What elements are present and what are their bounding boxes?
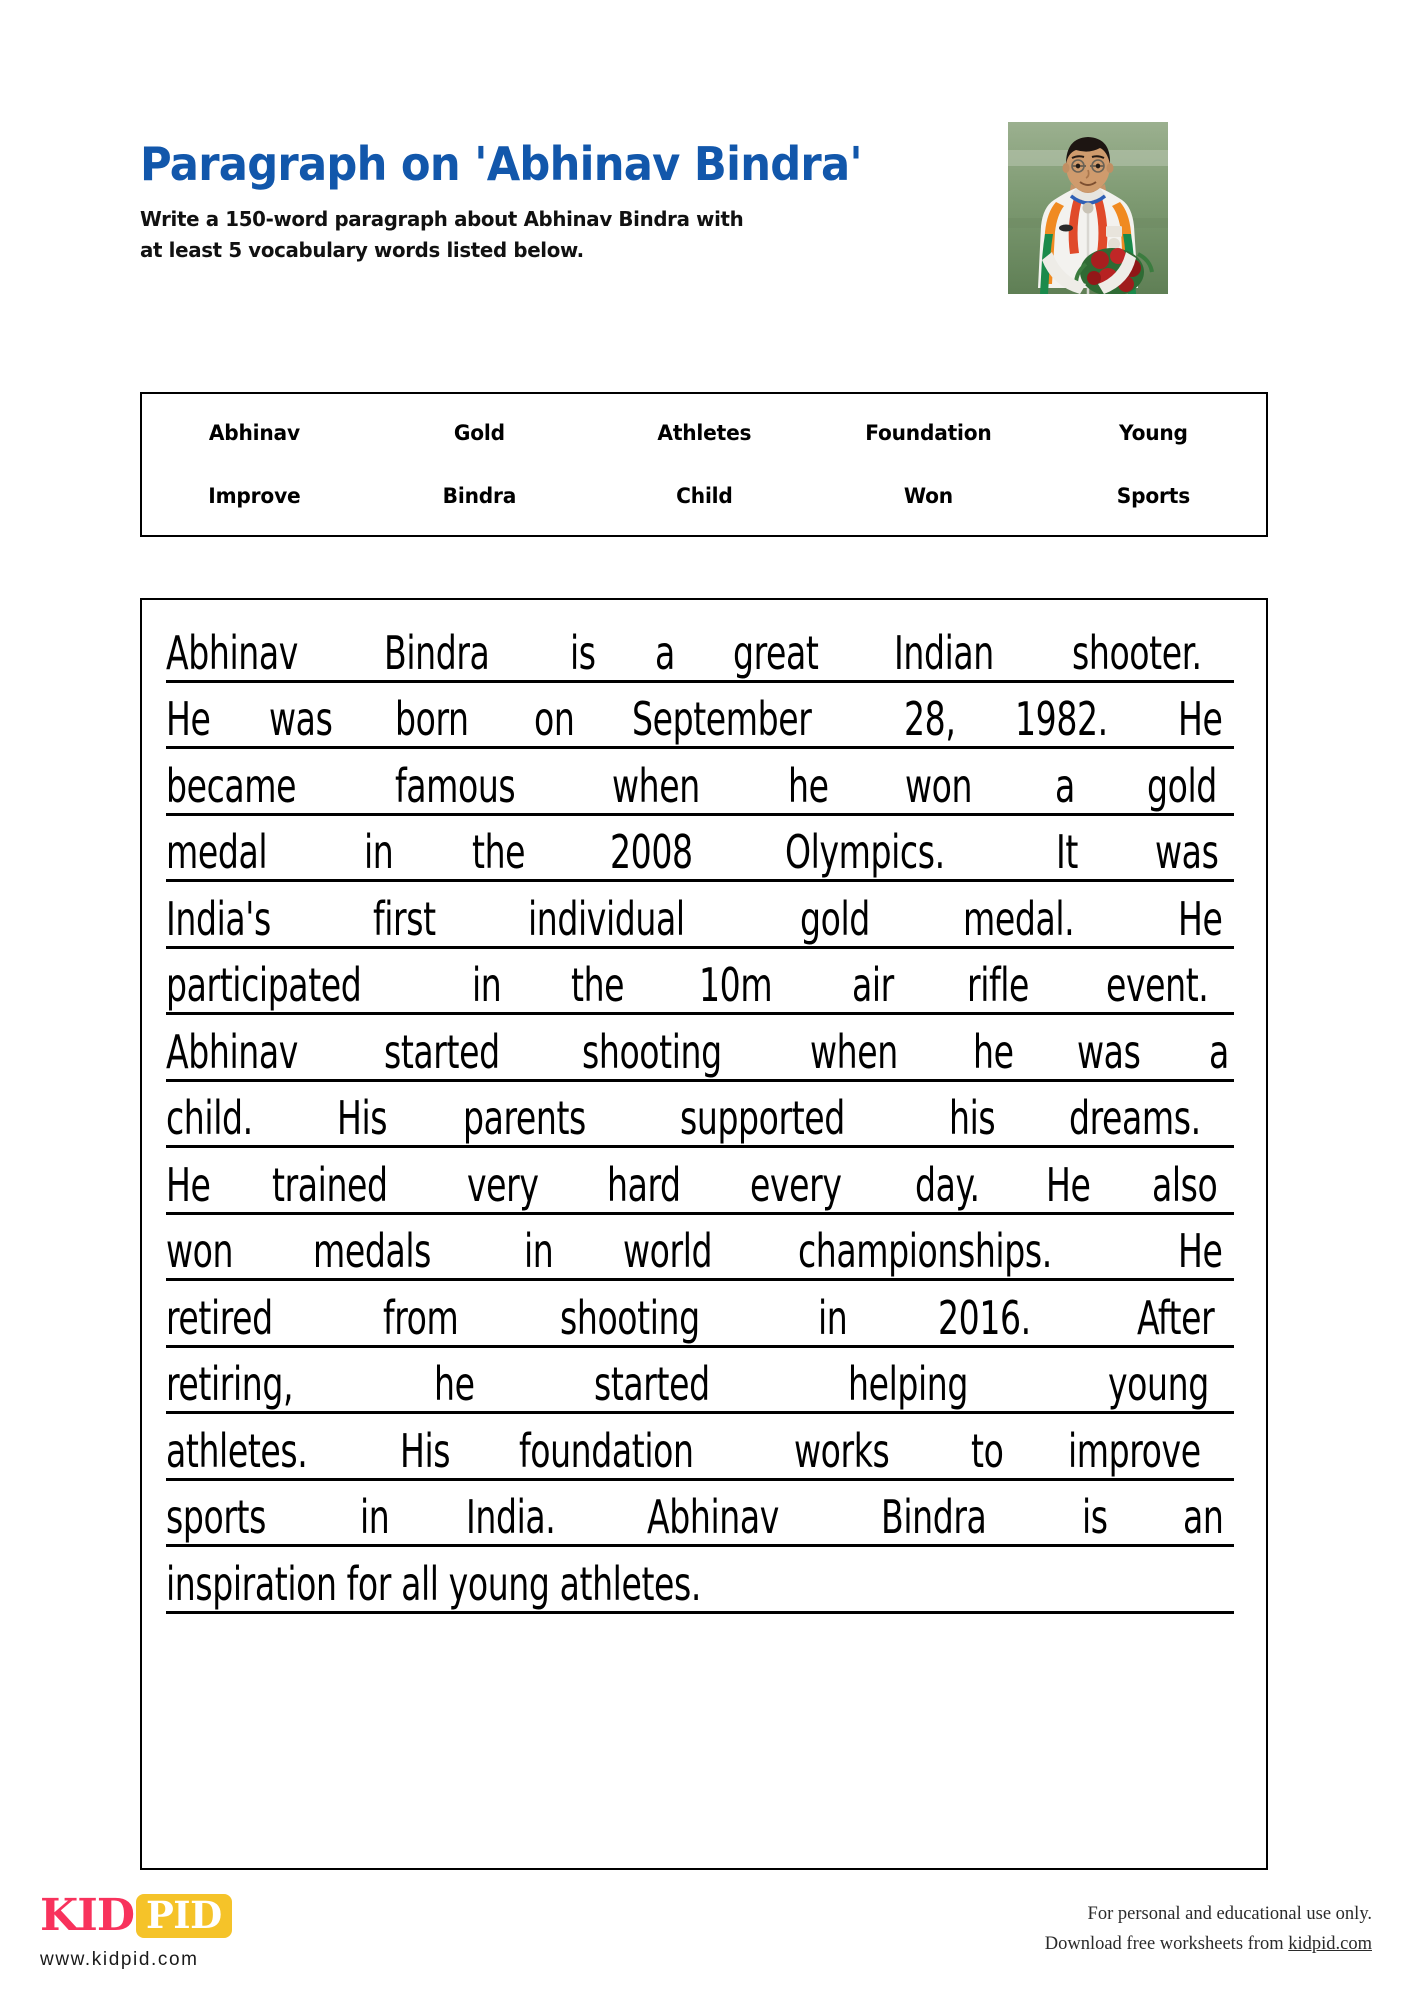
paragraph-word: the xyxy=(472,825,526,879)
paragraph-word: His xyxy=(399,1423,450,1478)
paragraph-word: rifle xyxy=(966,958,1029,1012)
paragraph-word: 10m xyxy=(698,958,773,1012)
paragraph-word: medals xyxy=(313,1224,431,1278)
paragraph-word: After xyxy=(1137,1290,1215,1345)
vocabulary-word: Foundation xyxy=(865,421,992,446)
paragraph-word: is xyxy=(1082,1490,1108,1544)
paragraph-line xyxy=(166,949,1234,1016)
paragraph-word: athletes. xyxy=(166,1423,308,1478)
paragraph-word: his xyxy=(948,1091,995,1145)
paragraph-word: parents xyxy=(462,1091,586,1145)
paragraph-word: in xyxy=(363,825,394,879)
paragraph-word: won xyxy=(166,1224,234,1278)
paragraph-word: he xyxy=(434,1357,475,1411)
paragraph-word: He xyxy=(166,1157,211,1212)
paragraph-text xyxy=(166,616,1242,1614)
paragraph-word: dreams. xyxy=(1069,1091,1202,1145)
paragraph-word: famous xyxy=(395,758,516,813)
paragraph-word: was xyxy=(1154,825,1219,879)
paragraph-word: retiring, xyxy=(166,1357,294,1411)
footer-note-prefix: Download free worksheets from xyxy=(1044,1933,1289,1954)
paragraph-word: India. xyxy=(466,1490,556,1544)
paragraph-word: when xyxy=(611,758,700,813)
vocabulary-row-1 xyxy=(142,402,1266,465)
paragraph-word: was xyxy=(268,692,333,746)
paragraph-word: trained xyxy=(272,1157,388,1212)
paragraph-word: air xyxy=(852,958,895,1012)
paragraph-word: in xyxy=(472,958,502,1012)
kidpid-logo[interactable] xyxy=(40,1890,360,1942)
vocabulary-word: Child xyxy=(675,483,733,508)
paragraph-line xyxy=(166,616,1234,683)
paragraph-word: world xyxy=(623,1224,713,1278)
instruction-text xyxy=(140,204,989,266)
paragraph-line xyxy=(166,882,1234,949)
vocabulary-word: Bindra xyxy=(442,483,516,508)
paragraph-word: to xyxy=(970,1423,1004,1478)
footer-note-line-2 xyxy=(1045,1930,1372,1960)
paragraph-answer-box[interactable] xyxy=(140,598,1268,1870)
paragraph-line xyxy=(166,1215,1234,1282)
paragraph-word: in xyxy=(523,1224,553,1278)
footer-website-url[interactable]: www.kidpid.com xyxy=(40,1949,199,1970)
footer-note-line-1: For personal and educational use only. xyxy=(1087,1904,1372,1924)
paragraph-word: shooting xyxy=(560,1290,700,1345)
vocabulary-word: Young xyxy=(1119,421,1188,446)
paragraph-word: individual xyxy=(527,891,685,946)
paragraph-word: was xyxy=(1076,1024,1141,1079)
paragraph-word: from xyxy=(382,1290,459,1345)
paragraph-word: He xyxy=(166,692,211,746)
paragraph-word: Olympics. xyxy=(784,825,945,879)
paragraph-word: very xyxy=(467,1157,539,1212)
paragraph-word: first xyxy=(373,891,436,946)
paragraph-word: Bindra xyxy=(384,625,490,680)
paragraph-word: day. xyxy=(914,1157,980,1212)
paragraph-line xyxy=(166,1015,1234,1082)
paragraph-word: 2008 xyxy=(609,825,693,879)
paragraph-word: participated xyxy=(166,958,362,1012)
footer-branding xyxy=(40,1890,360,1971)
paragraph-word: event. xyxy=(1105,958,1209,1012)
paragraph-word: shooting xyxy=(581,1024,722,1079)
paragraph-word: Abhinav xyxy=(647,1490,779,1544)
paragraph-word: 28, xyxy=(903,692,956,746)
paragraph-word: when xyxy=(809,1024,898,1079)
instruction-line-2: at least 5 vocabulary words listed below. xyxy=(140,238,584,263)
paragraph-word: Indian xyxy=(893,625,994,680)
paragraph-word: also xyxy=(1152,1157,1218,1212)
paragraph-word: won xyxy=(905,758,973,813)
vocabulary-word-box xyxy=(140,392,1268,537)
paragraph-word: the xyxy=(570,958,624,1012)
vocabulary-word: Gold xyxy=(453,421,505,446)
logo-pid-badge xyxy=(136,1894,232,1938)
paragraph-word: Abhinav xyxy=(166,625,298,680)
paragraph-word: September xyxy=(632,692,812,746)
vocabulary-word: Improve xyxy=(208,483,301,508)
instruction-line-1: Write a 150-word paragraph about Abhinav Bindra with xyxy=(140,207,744,232)
paragraph-word: 1982. xyxy=(1015,692,1108,746)
paragraph-word: 2016. xyxy=(938,1290,1031,1345)
paragraph-word: medal. xyxy=(963,891,1075,946)
paragraph-line xyxy=(166,1281,1234,1348)
paragraph-word: retired xyxy=(166,1290,273,1345)
paragraph-word: he xyxy=(972,1024,1014,1079)
paragraph-line xyxy=(166,1348,1234,1415)
paragraph-word: hard xyxy=(607,1157,681,1212)
paragraph-word: medal xyxy=(166,825,268,879)
paragraph-word: India's xyxy=(166,891,271,946)
paragraph-word: gold xyxy=(1146,758,1217,813)
footer-usage-note xyxy=(1045,1900,1372,1960)
paragraph-word: championships. xyxy=(797,1224,1052,1278)
paragraph-word: helping xyxy=(848,1357,969,1411)
paragraph-line xyxy=(166,1082,1234,1149)
paragraph-line xyxy=(166,1481,1234,1548)
paragraph-word: started xyxy=(594,1357,711,1411)
paragraph-word: He xyxy=(1178,1224,1223,1278)
paragraph-word: He xyxy=(1046,1157,1091,1212)
vocabulary-word: Won xyxy=(904,483,954,508)
paragraph-word: Bindra xyxy=(881,1490,987,1544)
paragraph-word: young xyxy=(1107,1357,1209,1411)
paragraph-word: a xyxy=(1209,1024,1229,1079)
paragraph-line xyxy=(166,683,1234,750)
paragraph-word: foundation xyxy=(519,1423,694,1478)
paragraph-word: Abhinav xyxy=(166,1024,298,1079)
paragraph-word: is xyxy=(569,625,596,680)
paragraph-word: child. xyxy=(166,1091,253,1145)
paragraph-word: It xyxy=(1055,825,1078,879)
paragraph-word: improve xyxy=(1068,1423,1201,1478)
vocabulary-row-2 xyxy=(142,465,1266,528)
vocabulary-word: Athletes xyxy=(657,421,751,446)
paragraph-word: He xyxy=(1178,692,1223,746)
page-title: Paragraph on 'Abhinav Bindra' xyxy=(140,137,862,191)
paragraph-line xyxy=(166,1148,1234,1215)
paragraph-word: works xyxy=(794,1423,890,1478)
paragraph-word: on xyxy=(534,692,575,746)
paragraph-word: supported xyxy=(679,1091,845,1145)
paragraph-line xyxy=(166,816,1234,883)
logo-kid-text: KID xyxy=(40,1890,134,1941)
header xyxy=(140,137,1020,267)
paragraph-line xyxy=(166,1547,1234,1614)
paragraph-line xyxy=(166,1414,1234,1481)
paragraph-word: every xyxy=(749,1157,842,1212)
paragraph-word: in xyxy=(360,1490,390,1544)
abhinav-bindra-photo xyxy=(1008,122,1168,294)
paragraph-word: became xyxy=(166,758,297,813)
vocabulary-word: Abhinav xyxy=(208,421,300,446)
paragraph-word: in xyxy=(818,1290,848,1345)
paragraph-word: born xyxy=(395,692,469,746)
paragraph-word: great xyxy=(733,625,819,680)
paragraph-word: a xyxy=(655,625,675,680)
logo-pid-text: PID xyxy=(145,1893,222,1937)
vocabulary-word: Sports xyxy=(1116,483,1191,508)
paragraph-word: inspiration for all young athletes. xyxy=(166,1556,701,1611)
paragraph-word: a xyxy=(1055,758,1076,813)
kidpid-link[interactable]: kidpid.com xyxy=(1288,1933,1372,1954)
paragraph-word: shooter. xyxy=(1071,625,1202,680)
paragraph-word: He xyxy=(1178,891,1223,946)
paragraph-word: he xyxy=(787,758,829,813)
paragraph-word: started xyxy=(384,1024,500,1079)
paragraph-word: sports xyxy=(166,1490,266,1544)
paragraph-word: gold xyxy=(799,891,870,946)
paragraph-line xyxy=(166,749,1234,816)
paragraph-word: an xyxy=(1183,1490,1224,1544)
paragraph-word: His xyxy=(337,1091,388,1145)
